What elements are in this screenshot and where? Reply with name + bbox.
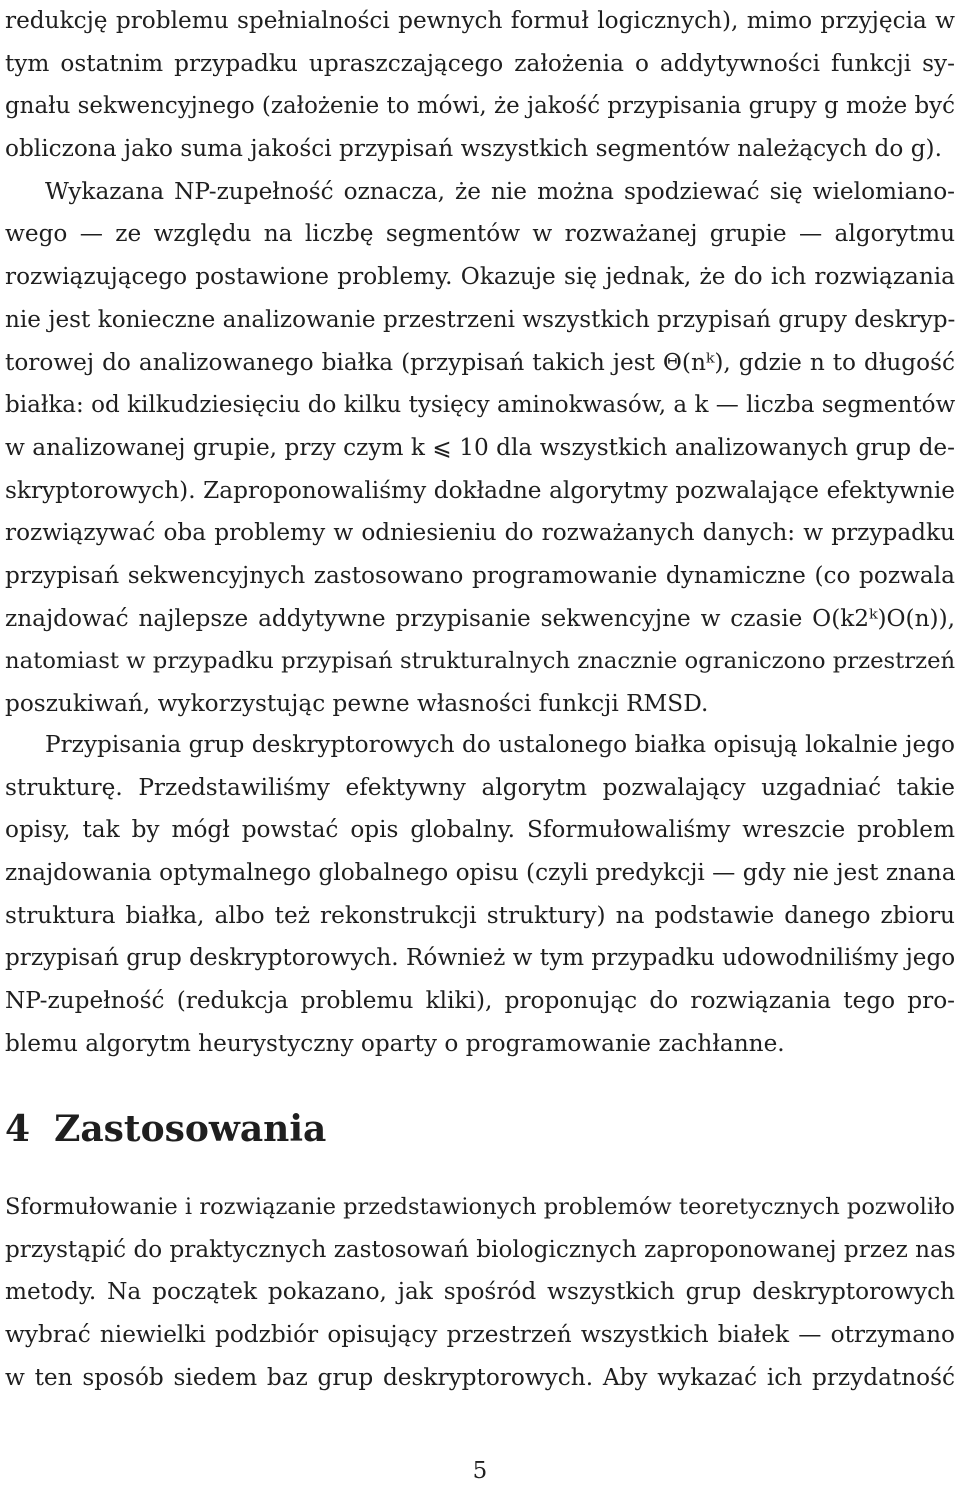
text-line: NP-zupełność (redukcja problemu kliki), proponując do rozwiązania tego pro- (5, 987, 955, 1015)
text-line: strukturę. Przedstawiliśmy efektywny algorytm pozwalający uzgadniać takie (5, 773, 955, 801)
text-line: znajdowania optymalnego globalnego opisu (czyli predykcji — gdy nie jest znana (5, 859, 956, 887)
text-line: natomiast w przypadku przypisań strukturalnych znacznie ograniczono przestrzeń (5, 648, 956, 675)
section-number: 4 (5, 1108, 31, 1150)
text-line: nie jest konieczne analizowanie przestrzeni wszystkich przypisań grupy deskryp- (5, 306, 956, 333)
text-line: przypisań grup deskryptorowych. Również w tym przypadku udowodniliśmy jego (5, 945, 956, 972)
section-heading (5, 1108, 326, 1150)
text-line: w analizowanej grupie, przy czym k ⩽ 10 dla wszystkich analizowanych grup de- (5, 433, 955, 461)
paragraph-2 (5, 724, 955, 1066)
text-line: blemu algorytm heurystyczny oparty o programowanie zachłanne. (5, 1029, 785, 1057)
text-line: Wykazana NP-zupełność oznacza, że nie można spodziewać się wielomiano- (45, 177, 955, 205)
text-line: Przypisania grup deskryptorowych do ustalonego białka opisują lokalnie jego (45, 731, 955, 758)
text-line: skryptorowych). Zaproponowaliśmy dokładne algorytmy pozwalające efektywnie (5, 476, 955, 504)
text-line: poszukiwań, wykorzystując pewne własności funkcji RMSD. (5, 690, 709, 717)
text-line: metody. Na początek pokazano, jak spośród wszystkich grup deskryptorowych (5, 1278, 955, 1306)
text-line: torowej do analizowanego białka (przypisań takich jest Θ(nᵏ), gdzie n to długość (5, 348, 955, 376)
text-line: rozwiązującego postawione problemy. Okazuje się jednak, że do ich rozwiązania (5, 263, 955, 291)
text-line: tym ostatnim przypadku upraszczającego założenia o addytywności funkcji sy- (5, 49, 955, 77)
text-line: w ten sposób siedem baz grup deskryptorowych. Aby wykazać ich przydatność (5, 1363, 955, 1391)
text-line: wybrać niewielki podzbiór opisujący przestrzeń wszystkich białek — otrzymano (5, 1321, 955, 1349)
text-line: białka: od kilkudziesięciu do kilku tysięcy aminokwasów, a k — liczba segmentów (5, 392, 956, 419)
text-line: struktura białka, albo też rekonstrukcji struktury) na podstawie danego zbioru (5, 901, 955, 929)
section-title: Zastosowania (54, 1108, 327, 1150)
text-line: opisy, tak by mógł powstać opis globalny. Sformułowaliśmy wreszcie problem (5, 816, 955, 844)
page-number: 5 (472, 1458, 488, 1484)
text-line: znajdować najlepsze addytywne przypisanie sekwencyjne w czasie O(k2ᵏ)O(n)), (5, 604, 955, 632)
paragraph-1 (5, 0, 955, 726)
text-line: wego — ze względu na liczbę segmentów w rozważanej grupie — algorytmu (5, 220, 955, 248)
paragraph-3 (5, 1186, 955, 1399)
text-line: Sformułowanie i rozwiązanie przedstawionych problemów teoretycznych pozwoliło (5, 1194, 955, 1220)
text-line: redukcję problemu spełnialności pewnych formuł logicznych), mimo przyjęcia w (5, 7, 955, 34)
text-line: przystąpić do praktycznych zastosowań biologicznych zaproponowanej przez nas (5, 1236, 956, 1263)
text-line: gnału sekwencyjnego (założenie to mówi, że jakość przypisania grupy g może być (5, 93, 955, 120)
text-line: obliczona jako suma jakości przypisań wszystkich segmentów należących do g). (5, 135, 942, 163)
text-line: rozwiązywać oba problemy w odniesieniu do rozważanych danych: w przypadku (5, 519, 955, 547)
text-line: przypisań sekwencyjnych zastosowano programowanie dynamiczne (co pozwala (5, 561, 955, 589)
